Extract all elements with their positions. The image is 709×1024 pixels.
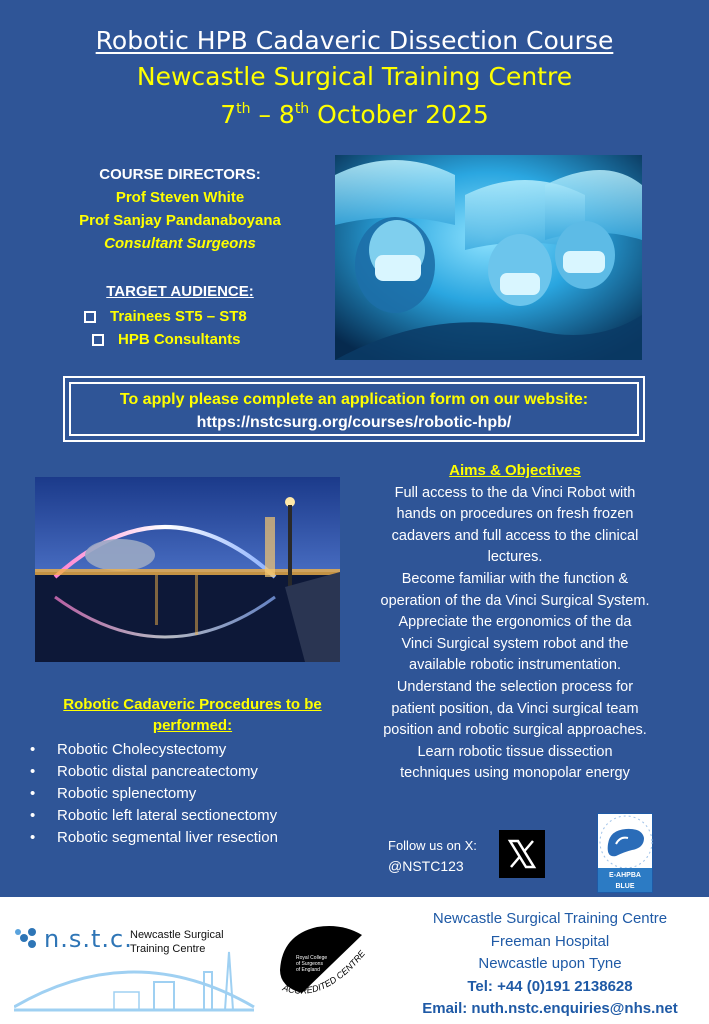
aims-line: hands on procedures on fresh frozen (396, 506, 634, 523)
list-item: • Robotic segmental liver resection (30, 827, 278, 849)
aims-objectives (360, 460, 670, 785)
list-item: • Robotic left lateral sectionectomy (30, 805, 278, 827)
course-dates: 7th – 8th October 2025 (220, 100, 489, 129)
list-item: • Robotic splenectomy (30, 783, 278, 805)
aims-line: cadavers and full access to the clinical (391, 527, 639, 544)
target-audience-heading: TARGET AUDIENCE: (106, 283, 254, 300)
director-name: Prof Sanjay Pandanaboyana (79, 212, 281, 229)
bullet-icon: • (30, 807, 36, 824)
e-ahpba-badge (597, 813, 653, 893)
social-follow (388, 836, 477, 876)
directors-role: Consultant Surgeons (104, 235, 256, 252)
svg-text:Royal College: Royal College (296, 955, 328, 961)
liver-icon (598, 814, 654, 870)
svg-text:ACCREDITED CENTRE: ACCREDITED CENTRE (281, 948, 368, 996)
contact-city: Newcastle upon Tyne (478, 955, 622, 973)
aims-line: operation of the da Vinci Surgical System. (380, 592, 650, 609)
aims-line: Appreciate the ergonomics of the da (398, 614, 632, 631)
bullet-icon: • (30, 785, 36, 802)
bullet-icon: • (30, 763, 36, 780)
apply-instruction: To apply please complete an application form on our website: (119, 391, 589, 408)
badge-label: E-AHPBA BLUE (598, 868, 652, 892)
aims-line: available robotic instrumentation. (409, 657, 621, 674)
directors-heading: COURSE DIRECTORS: (99, 166, 261, 183)
course-directors (70, 163, 290, 255)
bridge-photo (35, 477, 340, 662)
bullet-icon: • (30, 829, 36, 846)
aims-line: techniques using monopolar energy (400, 765, 630, 782)
footer (0, 897, 709, 1024)
audience-item: Trainees ST5 – ST8 (84, 305, 247, 328)
list-item: • Robotic Cholecystectomy (30, 739, 278, 761)
aims-heading: Aims & Objectives (449, 462, 581, 479)
svg-text:of Surgeons: of Surgeons (296, 961, 323, 967)
venue-title: Newcastle Surgical Training Centre (136, 62, 573, 91)
checkbox-icon (92, 334, 104, 346)
director-name: Prof Steven White (115, 189, 245, 206)
aims-line: lectures. (487, 549, 543, 566)
procedures-heading: Robotic Cadaveric Procedures to be performed: (63, 696, 322, 734)
nstc-logo-text: n.s.t.c. (44, 925, 133, 953)
svg-text:of England: of England (296, 967, 320, 973)
bullet-icon: • (30, 741, 36, 758)
surgeons-photo (335, 155, 642, 360)
aims-line: patient position, da Vinci surgical team (391, 700, 639, 717)
apply-box (63, 376, 645, 442)
apply-url-link[interactable]: https://nstcsurg.org/courses/robotic-hpb/ (196, 414, 512, 431)
contact-hospital: Freeman Hospital (490, 932, 610, 950)
contact-email-link[interactable]: Email: nuth.nstc.enquiries@nhs.net (422, 1000, 678, 1018)
target-audience-list (84, 305, 247, 351)
follow-label: Follow us on X: (388, 838, 477, 853)
contact-details (400, 908, 700, 1021)
aims-line: Become familiar with the function & (401, 570, 629, 587)
course-title: Robotic HPB Cadaveric Dissection Course (95, 26, 614, 55)
audience-item: HPB Consultants (84, 328, 247, 351)
procedures-list (30, 739, 278, 849)
x-handle-link[interactable]: @NSTC123 (388, 858, 464, 874)
list-item: • Robotic distal pancreatectomy (30, 761, 278, 783)
nstc-logo-subtitle: Newcastle Surgical Training Centre (130, 929, 224, 955)
checkbox-icon (84, 311, 96, 323)
contact-phone[interactable]: Tel: +44 (0)191 2138628 (467, 977, 633, 995)
aims-line: Understand the selection process for (396, 678, 634, 695)
aims-line: Full access to the da Vinci Robot with (394, 484, 636, 501)
accredited-centre-logo (272, 915, 382, 1005)
aims-line: Learn robotic tissue dissection (417, 743, 613, 760)
aims-line: Vinci Surgical system robot and the (401, 635, 629, 652)
x-logo-icon[interactable] (499, 830, 545, 878)
contact-centre: Newcastle Surgical Training Centre (432, 910, 668, 927)
apply-box-inner (69, 382, 639, 436)
aims-line: position and robotic surgical approaches. (383, 722, 647, 739)
